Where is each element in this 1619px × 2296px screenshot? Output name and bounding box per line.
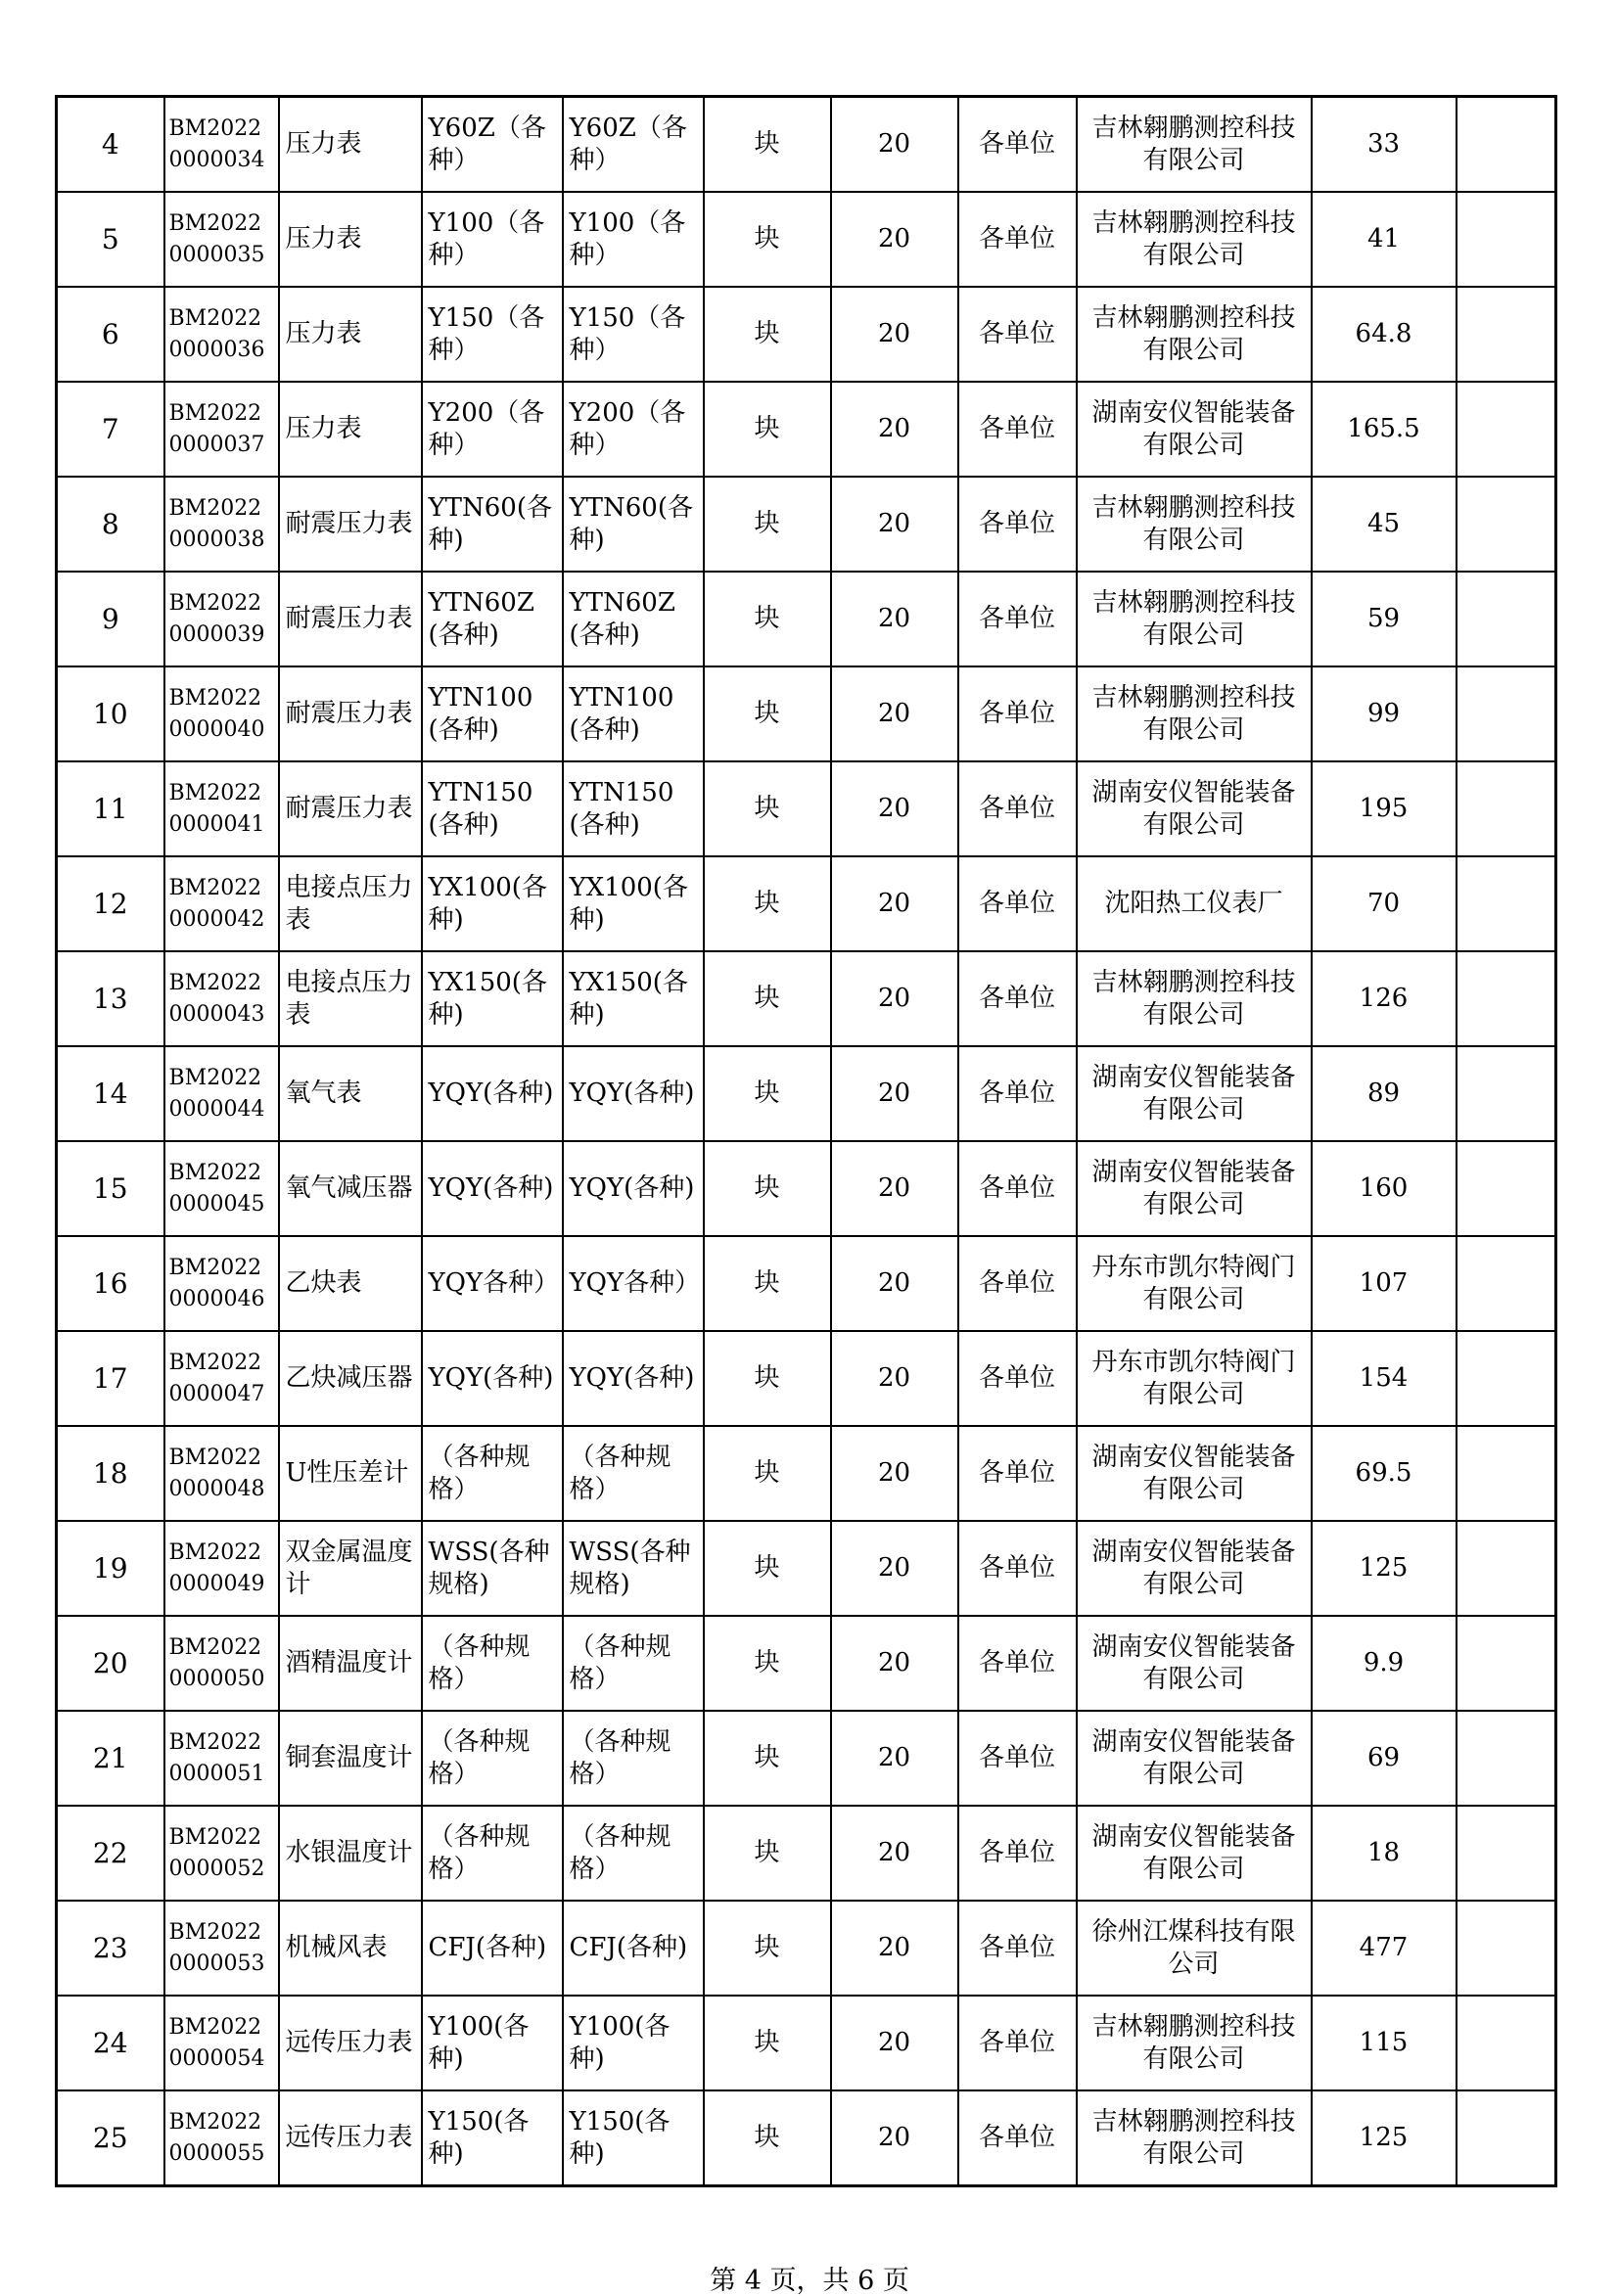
- model-cell: YQY(各种): [563, 1141, 704, 1236]
- table-row: [57, 2090, 1556, 2186]
- remark-cell: [1457, 572, 1556, 666]
- model-cell: （各种规格）: [563, 1711, 704, 1806]
- row-number-cell: 18: [57, 1426, 164, 1521]
- material-name-cell: 酒精温度计: [279, 1616, 422, 1711]
- model-cell: YQY各种）: [563, 1236, 704, 1331]
- row-number-cell: 7: [57, 382, 164, 477]
- supplier-cell: 湖南安仪智能装备有限公司: [1077, 1806, 1312, 1901]
- row-number-cell: 14: [57, 1046, 164, 1141]
- material-name-cell: 乙炔表: [279, 1236, 422, 1331]
- specification-cell: （各种规格）: [422, 1616, 563, 1711]
- department-cell: 各单位: [958, 572, 1077, 666]
- unit-price-cell: 70: [1312, 856, 1457, 951]
- table-row: [57, 97, 1556, 193]
- quantity-cell: 20: [831, 2090, 958, 2186]
- model-cell: （各种规格）: [563, 1616, 704, 1711]
- row-number-cell: 21: [57, 1711, 164, 1806]
- material-code-cell: BM20220000049: [164, 1521, 279, 1616]
- row-number-cell: 19: [57, 1521, 164, 1616]
- remark-cell: [1457, 1426, 1556, 1521]
- supplier-cell: 湖南安仪智能装备有限公司: [1077, 761, 1312, 856]
- unit-cell: 块: [704, 856, 831, 951]
- specification-cell: Y60Z（各种）: [422, 97, 563, 193]
- quantity-cell: 20: [831, 1616, 958, 1711]
- remark-cell: [1457, 1996, 1556, 2090]
- material-name-cell: 电接点压力表: [279, 856, 422, 951]
- material-name-cell: 电接点压力表: [279, 951, 422, 1046]
- unit-price-cell: 89: [1312, 1046, 1457, 1141]
- specification-cell: Y150（各种）: [422, 287, 563, 382]
- unit-cell: 块: [704, 1711, 831, 1806]
- row-number-cell: 12: [57, 856, 164, 951]
- unit-cell: 块: [704, 1996, 831, 2090]
- quantity-cell: 20: [831, 951, 958, 1046]
- quantity-cell: 20: [831, 477, 958, 572]
- table-body: [57, 97, 1556, 2186]
- table-row: [57, 1901, 1556, 1996]
- table-row: [57, 287, 1556, 382]
- material-name-cell: 远传压力表: [279, 2090, 422, 2186]
- row-number-cell: 24: [57, 1996, 164, 2090]
- specification-cell: Y100(各种): [422, 1996, 563, 2090]
- remark-cell: [1457, 1331, 1556, 1426]
- material-code-cell: BM20220000046: [164, 1236, 279, 1331]
- material-code-cell: BM20220000052: [164, 1806, 279, 1901]
- material-code-cell: BM20220000042: [164, 856, 279, 951]
- unit-price-cell: 18: [1312, 1806, 1457, 1901]
- row-number-cell: 4: [57, 97, 164, 193]
- remark-cell: [1457, 97, 1556, 193]
- specification-cell: （各种规格）: [422, 1806, 563, 1901]
- table-row: [57, 382, 1556, 477]
- table-row: [57, 761, 1556, 856]
- unit-price-cell: 41: [1312, 192, 1457, 287]
- quantity-cell: 20: [831, 1046, 958, 1141]
- specification-cell: YTN60Z(各种): [422, 572, 563, 666]
- unit-price-cell: 69: [1312, 1711, 1457, 1806]
- material-name-cell: 乙炔减压器: [279, 1331, 422, 1426]
- material-code-cell: BM20220000055: [164, 2090, 279, 2186]
- row-number-cell: 10: [57, 666, 164, 761]
- quantity-cell: 20: [831, 287, 958, 382]
- supplier-cell: 丹东市凯尔特阀门有限公司: [1077, 1236, 1312, 1331]
- department-cell: 各单位: [958, 287, 1077, 382]
- department-cell: 各单位: [958, 192, 1077, 287]
- quantity-cell: 20: [831, 856, 958, 951]
- material-code-cell: BM20220000034: [164, 97, 279, 193]
- remark-cell: [1457, 951, 1556, 1046]
- department-cell: 各单位: [958, 1711, 1077, 1806]
- material-code-cell: BM20220000039: [164, 572, 279, 666]
- department-cell: 各单位: [958, 1141, 1077, 1236]
- table-row: [57, 1426, 1556, 1521]
- row-number-cell: 22: [57, 1806, 164, 1901]
- model-cell: YTN100(各种): [563, 666, 704, 761]
- department-cell: 各单位: [958, 477, 1077, 572]
- specification-cell: Y100（各种）: [422, 192, 563, 287]
- material-name-cell: 氧气表: [279, 1046, 422, 1141]
- supplier-cell: 湖南安仪智能装备有限公司: [1077, 382, 1312, 477]
- table-row: [57, 1141, 1556, 1236]
- unit-price-cell: 69.5: [1312, 1426, 1457, 1521]
- model-cell: YQY(各种): [563, 1331, 704, 1426]
- department-cell: 各单位: [958, 1521, 1077, 1616]
- material-code-cell: BM20220000036: [164, 287, 279, 382]
- model-cell: YTN60(各种): [563, 477, 704, 572]
- material-code-cell: BM20220000050: [164, 1616, 279, 1711]
- department-cell: 各单位: [958, 951, 1077, 1046]
- unit-price-cell: 64.8: [1312, 287, 1457, 382]
- model-cell: YX100(各种): [563, 856, 704, 951]
- quantity-cell: 20: [831, 1426, 958, 1521]
- material-name-cell: 氧气减压器: [279, 1141, 422, 1236]
- table-row: [57, 1711, 1556, 1806]
- unit-cell: 块: [704, 382, 831, 477]
- specification-cell: YTN60(各种): [422, 477, 563, 572]
- quantity-cell: 20: [831, 572, 958, 666]
- unit-price-cell: 195: [1312, 761, 1457, 856]
- unit-cell: 块: [704, 1616, 831, 1711]
- specification-cell: （各种规格）: [422, 1426, 563, 1521]
- quantity-cell: 20: [831, 1996, 958, 2090]
- model-cell: YTN150(各种): [563, 761, 704, 856]
- specification-cell: YTN150(各种): [422, 761, 563, 856]
- material-code-cell: BM20220000051: [164, 1711, 279, 1806]
- unit-price-cell: 160: [1312, 1141, 1457, 1236]
- row-number-cell: 15: [57, 1141, 164, 1236]
- material-code-cell: BM20220000054: [164, 1996, 279, 2090]
- model-cell: Y200（各种）: [563, 382, 704, 477]
- department-cell: 各单位: [958, 761, 1077, 856]
- remark-cell: [1457, 1616, 1556, 1711]
- supplier-cell: 湖南安仪智能装备有限公司: [1077, 1521, 1312, 1616]
- material-name-cell: 耐震压力表: [279, 572, 422, 666]
- specification-cell: YTN100(各种): [422, 666, 563, 761]
- unit-cell: 块: [704, 951, 831, 1046]
- remark-cell: [1457, 477, 1556, 572]
- unit-cell: 块: [704, 1426, 831, 1521]
- remark-cell: [1457, 382, 1556, 477]
- department-cell: 各单位: [958, 1996, 1077, 2090]
- specification-cell: WSS(各种规格): [422, 1521, 563, 1616]
- supplier-cell: 丹东市凯尔特阀门有限公司: [1077, 1331, 1312, 1426]
- material-name-cell: 耐震压力表: [279, 477, 422, 572]
- material-name-cell: 远传压力表: [279, 1996, 422, 2090]
- unit-price-cell: 165.5: [1312, 382, 1457, 477]
- material-name-cell: 水银温度计: [279, 1806, 422, 1901]
- row-number-cell: 11: [57, 761, 164, 856]
- table-row: [57, 1046, 1556, 1141]
- remark-cell: [1457, 1236, 1556, 1331]
- material-name-cell: 压力表: [279, 192, 422, 287]
- unit-price-cell: 9.9: [1312, 1616, 1457, 1711]
- material-code-cell: BM20220000040: [164, 666, 279, 761]
- unit-price-cell: 59: [1312, 572, 1457, 666]
- unit-price-cell: 45: [1312, 477, 1457, 572]
- quantity-cell: 20: [831, 1141, 958, 1236]
- table-row: [57, 1521, 1556, 1616]
- unit-cell: 块: [704, 1331, 831, 1426]
- unit-price-cell: 125: [1312, 1521, 1457, 1616]
- remark-cell: [1457, 666, 1556, 761]
- table-row: [57, 192, 1556, 287]
- page-footer: 第 4 页，共 6 页: [710, 2266, 909, 2296]
- department-cell: 各单位: [958, 856, 1077, 951]
- supplier-cell: 吉林翱鹏测控科技有限公司: [1077, 951, 1312, 1046]
- table-row: [57, 951, 1556, 1046]
- remark-cell: [1457, 761, 1556, 856]
- department-cell: 各单位: [958, 1046, 1077, 1141]
- material-name-cell: U性压差计: [279, 1426, 422, 1521]
- specification-cell: （各种规格）: [422, 1711, 563, 1806]
- material-code-cell: BM20220000045: [164, 1141, 279, 1236]
- row-number-cell: 25: [57, 2090, 164, 2186]
- department-cell: 各单位: [958, 1236, 1077, 1331]
- model-cell: Y150（各种）: [563, 287, 704, 382]
- material-code-cell: BM20220000047: [164, 1331, 279, 1426]
- unit-price-cell: 99: [1312, 666, 1457, 761]
- quantity-cell: 20: [831, 97, 958, 193]
- supplier-cell: 吉林翱鹏测控科技有限公司: [1077, 477, 1312, 572]
- remark-cell: [1457, 287, 1556, 382]
- table-row: [57, 1806, 1556, 1901]
- supplier-cell: 吉林翱鹏测控科技有限公司: [1077, 2090, 1312, 2186]
- table-row: [57, 1331, 1556, 1426]
- specification-cell: CFJ(各种): [422, 1901, 563, 1996]
- department-cell: 各单位: [958, 1331, 1077, 1426]
- unit-cell: 块: [704, 761, 831, 856]
- remark-cell: [1457, 1901, 1556, 1996]
- price-table: [55, 95, 1557, 2187]
- material-name-cell: 双金属温度计: [279, 1521, 422, 1616]
- row-number-cell: 20: [57, 1616, 164, 1711]
- table-row: [57, 1616, 1556, 1711]
- specification-cell: YQY(各种): [422, 1141, 563, 1236]
- supplier-cell: 吉林翱鹏测控科技有限公司: [1077, 572, 1312, 666]
- model-cell: （各种规格）: [563, 1426, 704, 1521]
- unit-cell: 块: [704, 666, 831, 761]
- specification-cell: YX100(各种): [422, 856, 563, 951]
- table-row: [57, 666, 1556, 761]
- remark-cell: [1457, 1806, 1556, 1901]
- row-number-cell: 13: [57, 951, 164, 1046]
- material-code-cell: BM20220000038: [164, 477, 279, 572]
- model-cell: YX150(各种): [563, 951, 704, 1046]
- unit-price-cell: 115: [1312, 1996, 1457, 2090]
- quantity-cell: 20: [831, 1901, 958, 1996]
- remark-cell: [1457, 1521, 1556, 1616]
- department-cell: 各单位: [958, 666, 1077, 761]
- model-cell: Y100(各种): [563, 1996, 704, 2090]
- supplier-cell: 吉林翱鹏测控科技有限公司: [1077, 666, 1312, 761]
- model-cell: Y100（各种）: [563, 192, 704, 287]
- department-cell: 各单位: [958, 1806, 1077, 1901]
- model-cell: WSS(各种规格): [563, 1521, 704, 1616]
- remark-cell: [1457, 1046, 1556, 1141]
- quantity-cell: 20: [831, 1806, 958, 1901]
- unit-cell: 块: [704, 1236, 831, 1331]
- row-number-cell: 5: [57, 192, 164, 287]
- remark-cell: [1457, 1711, 1556, 1806]
- supplier-cell: 湖南安仪智能装备有限公司: [1077, 1046, 1312, 1141]
- quantity-cell: 20: [831, 1331, 958, 1426]
- table-row: [57, 572, 1556, 666]
- unit-cell: 块: [704, 1806, 831, 1901]
- specification-cell: YQY(各种): [422, 1046, 563, 1141]
- row-number-cell: 8: [57, 477, 164, 572]
- unit-cell: 块: [704, 1521, 831, 1616]
- unit-cell: 块: [704, 1141, 831, 1236]
- supplier-cell: 湖南安仪智能装备有限公司: [1077, 1426, 1312, 1521]
- remark-cell: [1457, 856, 1556, 951]
- supplier-cell: 湖南安仪智能装备有限公司: [1077, 1616, 1312, 1711]
- department-cell: 各单位: [958, 2090, 1077, 2186]
- material-name-cell: 铜套温度计: [279, 1711, 422, 1806]
- unit-cell: 块: [704, 97, 831, 193]
- department-cell: 各单位: [958, 382, 1077, 477]
- supplier-cell: 吉林翱鹏测控科技有限公司: [1077, 192, 1312, 287]
- material-code-cell: BM20220000048: [164, 1426, 279, 1521]
- unit-cell: 块: [704, 1046, 831, 1141]
- quantity-cell: 20: [831, 192, 958, 287]
- material-name-cell: 机械风表: [279, 1901, 422, 1996]
- unit-price-cell: 126: [1312, 951, 1457, 1046]
- unit-cell: 块: [704, 477, 831, 572]
- model-cell: YTN60Z(各种): [563, 572, 704, 666]
- model-cell: （各种规格）: [563, 1806, 704, 1901]
- department-cell: 各单位: [958, 97, 1077, 193]
- row-number-cell: 17: [57, 1331, 164, 1426]
- table-row: [57, 1236, 1556, 1331]
- table-row: [57, 1996, 1556, 2090]
- specification-cell: YQY各种）: [422, 1236, 563, 1331]
- supplier-cell: 吉林翱鹏测控科技有限公司: [1077, 287, 1312, 382]
- material-code-cell: BM20220000043: [164, 951, 279, 1046]
- supplier-cell: 徐州江煤科技有限公司: [1077, 1901, 1312, 1996]
- department-cell: 各单位: [958, 1616, 1077, 1711]
- material-name-cell: 压力表: [279, 97, 422, 193]
- remark-cell: [1457, 2090, 1556, 2186]
- material-code-cell: BM20220000037: [164, 382, 279, 477]
- department-cell: 各单位: [958, 1426, 1077, 1521]
- specification-cell: Y150(各种): [422, 2090, 563, 2186]
- quantity-cell: 20: [831, 1521, 958, 1616]
- unit-price-cell: 477: [1312, 1901, 1457, 1996]
- quantity-cell: 20: [831, 1711, 958, 1806]
- quantity-cell: 20: [831, 761, 958, 856]
- row-number-cell: 23: [57, 1901, 164, 1996]
- quantity-cell: 20: [831, 382, 958, 477]
- table-row: [57, 856, 1556, 951]
- material-code-cell: BM20220000044: [164, 1046, 279, 1141]
- supplier-cell: 湖南安仪智能装备有限公司: [1077, 1711, 1312, 1806]
- row-number-cell: 6: [57, 287, 164, 382]
- material-code-cell: BM20220000053: [164, 1901, 279, 1996]
- unit-price-cell: 154: [1312, 1331, 1457, 1426]
- supplier-cell: 吉林翱鹏测控科技有限公司: [1077, 97, 1312, 193]
- table-row: [57, 477, 1556, 572]
- supplier-cell: 沈阳热工仪表厂: [1077, 856, 1312, 951]
- row-number-cell: 16: [57, 1236, 164, 1331]
- material-name-cell: 耐震压力表: [279, 761, 422, 856]
- model-cell: Y150(各种): [563, 2090, 704, 2186]
- unit-cell: 块: [704, 572, 831, 666]
- unit-cell: 块: [704, 2090, 831, 2186]
- remark-cell: [1457, 1141, 1556, 1236]
- supplier-cell: 湖南安仪智能装备有限公司: [1077, 1141, 1312, 1236]
- row-number-cell: 9: [57, 572, 164, 666]
- material-name-cell: 压力表: [279, 287, 422, 382]
- unit-price-cell: 33: [1312, 97, 1457, 193]
- unit-price-cell: 107: [1312, 1236, 1457, 1331]
- specification-cell: YX150(各种): [422, 951, 563, 1046]
- material-name-cell: 耐震压力表: [279, 666, 422, 761]
- unit-cell: 块: [704, 192, 831, 287]
- remark-cell: [1457, 192, 1556, 287]
- department-cell: 各单位: [958, 1901, 1077, 1996]
- unit-cell: 块: [704, 287, 831, 382]
- unit-price-cell: 125: [1312, 2090, 1457, 2186]
- model-cell: CFJ(各种): [563, 1901, 704, 1996]
- specification-cell: YQY(各种): [422, 1331, 563, 1426]
- material-name-cell: 压力表: [279, 382, 422, 477]
- model-cell: Y60Z（各种）: [563, 97, 704, 193]
- material-code-cell: BM20220000041: [164, 761, 279, 856]
- quantity-cell: 20: [831, 666, 958, 761]
- specification-cell: Y200（各种）: [422, 382, 563, 477]
- model-cell: YQY(各种): [563, 1046, 704, 1141]
- supplier-cell: 吉林翱鹏测控科技有限公司: [1077, 1996, 1312, 2090]
- material-code-cell: BM20220000035: [164, 192, 279, 287]
- quantity-cell: 20: [831, 1236, 958, 1331]
- unit-cell: 块: [704, 1901, 831, 1996]
